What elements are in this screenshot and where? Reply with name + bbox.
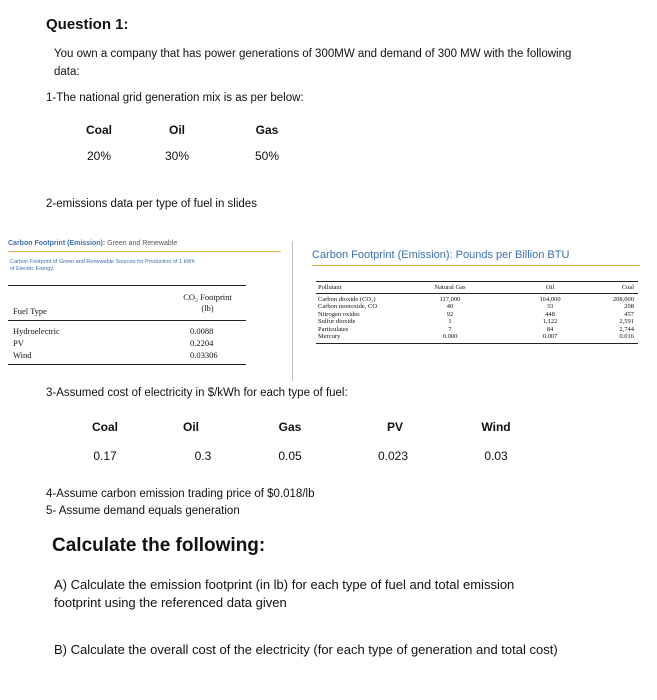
cost-value-oil: 0.3	[194, 449, 212, 463]
pollutant-name: Carbon monoxide, CO	[318, 303, 378, 311]
calculate-heading: Calculate the following:	[52, 535, 266, 556]
slide-left-header-rule	[8, 320, 246, 321]
slide-left-title-prefix: Carbon Footprint (Emission):	[8, 240, 106, 247]
slide-left-table-top-rule	[8, 285, 246, 286]
slide-left-fuel-wind: Wind	[13, 350, 32, 360]
pollutant-value-oil: 84	[546, 325, 554, 333]
slide-right-table-top-rule	[316, 281, 638, 282]
cost-value-gas: 0.05	[278, 449, 302, 463]
slide-right-title: Carbon Footprint (Emission): Pounds per Billion BTU	[312, 249, 570, 261]
pollutant-value-coal: 457	[624, 310, 634, 318]
grid-mix-label: 1-The national grid generation mix is as per below:	[46, 92, 304, 104]
slide-left-title-suffix: Green and Renewable	[105, 240, 178, 247]
demand-assumption: 5- Assume demand equals generation	[46, 505, 240, 517]
cost-header-coal: Coal	[91, 420, 118, 434]
slide-left-value-pv: 0.2204	[190, 338, 214, 348]
pollutant-value-oil: 33	[546, 303, 554, 311]
cost-label: 3-Assumed cost of electricity in $/kWh for each type of fuel:	[46, 387, 348, 399]
pollutant-value-oil: 164,000	[539, 296, 561, 303]
slide-left-bottom-rule	[8, 364, 246, 365]
grid-mix-value-oil: 30%	[164, 149, 190, 163]
slide-right-header-oil: Oil	[545, 284, 555, 291]
slide-left-col2-header-2: (lb)	[201, 303, 214, 313]
slide-left-subtitle-1: Carbon Footprint of Green and Renewable Sources for Production of 1 kWh	[10, 259, 195, 265]
slide-divider	[292, 241, 293, 381]
intro-line-2: data:	[54, 66, 80, 78]
grid-mix-header-gas: Gas	[255, 123, 279, 137]
slide-left-subtitle-2: of Electric Energy.	[10, 266, 55, 272]
pollutant-value-gas: 117,000	[439, 296, 461, 303]
grid-mix-header-coal: Coal	[85, 123, 112, 137]
slide-right-header-coal: Coal	[621, 284, 634, 291]
pollutant-name: Mercury	[318, 333, 341, 340]
pollutant-value-coal: 2,591	[619, 318, 634, 326]
question-title: Question 1:	[46, 16, 129, 33]
question-a: A) Calculate the emission footprint (in lb) for each type of fuel and total emission footprint using the referenced data given	[54, 577, 515, 610]
pollutant-name: Sulfur dioxide	[318, 318, 356, 326]
slide-left-col2-header-1: CO₂ Footprint	[183, 292, 232, 302]
pollutant-value-gas: 0.000	[442, 333, 458, 340]
cost-value-wind: 0.03	[484, 449, 508, 463]
pollutant-value-oil: 1,122	[542, 318, 558, 326]
emissions-data-label: 2-emissions data per type of fuel in slides	[46, 198, 257, 210]
cost-value-pv: 0.023	[377, 449, 409, 463]
slide-left-value-hydro: 0.0088	[190, 326, 214, 336]
pollutant-name: Nitrogen oxides	[318, 310, 360, 318]
slide-right-bottom-rule	[316, 343, 638, 344]
slide-left-fuel-pv: PV	[13, 338, 24, 348]
slide-left-rule	[8, 251, 281, 252]
cost-header-gas: Gas	[278, 420, 302, 434]
slide-right-header-pollutant: Pollutant	[318, 284, 342, 291]
slide-right-header-gas: Natural Gas	[434, 284, 466, 291]
pollutant-value-coal: 208,000	[612, 296, 634, 303]
pollutant-value-coal: 208	[624, 303, 634, 311]
cost-value-coal: 0.17	[93, 449, 117, 463]
question-b: B) Calculate the overall cost of the electricity (for each type of generation and total cost)	[54, 642, 558, 657]
pollutant-name: Particulates	[318, 325, 349, 333]
intro-line-1: You own a company that has power generations of 300MW and demand of 300 MW with the following	[54, 48, 572, 60]
grid-mix-value-coal: 20%	[86, 149, 112, 163]
pollutant-value-oil: 448	[545, 310, 555, 318]
pollutant-value-coal: 0.016	[619, 333, 634, 340]
slide-left-col1-header: Fuel Type	[13, 306, 47, 316]
pollutant-value-oil: 0.007	[542, 333, 558, 340]
slide-left-value-wind: 0.03306	[190, 350, 218, 360]
slide-right-rule	[312, 265, 640, 266]
cost-header-pv: PV	[386, 420, 403, 434]
cost-header-oil: Oil	[182, 420, 199, 434]
pollutant-value-gas: 1	[448, 318, 452, 326]
slide-right-header-rule	[316, 293, 638, 294]
pollutant-value-coal: 2,744	[619, 325, 634, 333]
carbon-price-assumption: 4-Assume carbon emission trading price of $0.018/lb	[46, 488, 315, 500]
pollutant-value-gas: 7	[448, 325, 452, 333]
cost-header-wind: Wind	[481, 420, 511, 434]
pollutant-value-gas: 92	[446, 310, 454, 318]
pollutant-name: Carbon dioxide (CO₂)	[318, 296, 376, 303]
pollutant-value-gas: 40	[446, 303, 454, 311]
grid-mix-header-oil: Oil	[168, 123, 185, 137]
grid-mix-value-gas: 50%	[254, 149, 280, 163]
slide-left-fuel-hydro: Hydroelectric	[13, 326, 60, 336]
